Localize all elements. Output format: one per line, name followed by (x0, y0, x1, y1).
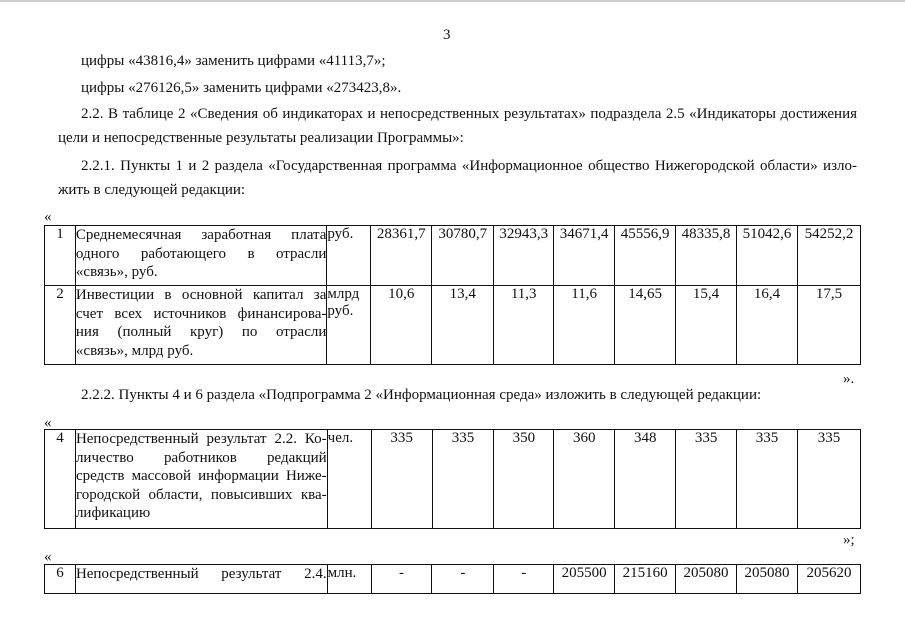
paragraph-4-line-2: жить в следующей редакции: (58, 182, 246, 198)
description-line: «связь», млрд руб. (75, 342, 194, 359)
value-cell: 13,4 (432, 286, 494, 365)
unit-text: руб. (327, 226, 354, 242)
row-number: 6 (45, 565, 76, 594)
table-row (45, 226, 861, 286)
value-cell: 54252,2 (797, 226, 860, 286)
indicators-table-1 (44, 225, 861, 365)
description-line: счет всех источников финансирова- (75, 305, 327, 322)
paragraph-1: цифры «43816,4» заменить цифрами «41113,7»; (81, 53, 386, 69)
top-border-line (0, 0, 905, 2)
opening-quote-1: « (44, 209, 52, 225)
unit-cell (327, 565, 371, 594)
value-cell: 30780,7 (432, 226, 494, 286)
value-cell: 335 (371, 430, 432, 529)
description-line: Непосредственный результат 2.2. Ко- (75, 431, 327, 447)
unit-cell (327, 286, 371, 365)
value-cell: 205500 (554, 565, 615, 594)
value-cell: 48335,8 (676, 226, 737, 286)
unit-cell (327, 226, 371, 286)
value-cell: 10,6 (371, 286, 432, 365)
value-cell: 335 (797, 430, 860, 529)
value-cell: 28361,7 (371, 226, 432, 286)
indicator-description (75, 430, 327, 529)
value-cell: 348 (615, 430, 676, 529)
table-row (45, 565, 861, 594)
value-cell: 335 (432, 430, 494, 529)
value-cell: 16,4 (737, 286, 798, 365)
unit-text: млн. (327, 565, 357, 581)
indicators-table-2 (44, 429, 861, 529)
table-row (45, 430, 861, 529)
value-cell: 205080 (737, 565, 798, 594)
value-cell: 350 (494, 430, 554, 529)
value-cell: 335 (676, 430, 737, 529)
value-cell: 32943,3 (494, 226, 554, 286)
value-cell: 215160 (615, 565, 676, 594)
description-line: «связь», руб. (75, 264, 158, 280)
description-line: ния (полный круг) по отрасли (75, 324, 327, 340)
page-number: 3 (443, 27, 451, 43)
closing-quote-2: »; (843, 532, 855, 548)
paragraph-5: 2.2.2. Пункты 4 и 6 раздела «Подпрограмма 2 «Информационная среда» изложить в следующей редакции: (81, 387, 762, 403)
value-cell: 205620 (797, 565, 860, 594)
description-line: Среднемесячная заработная плата (75, 227, 327, 243)
table-row (45, 286, 861, 365)
value-cell: 335 (737, 430, 798, 529)
value-cell: 45556,9 (615, 226, 676, 286)
description-line: Непосредственный результат 2.4. (75, 566, 327, 582)
value-cell: 15,4 (676, 286, 737, 365)
row-number: 1 (45, 226, 76, 286)
indicators-table-3 (44, 564, 861, 594)
value-cell: - (432, 565, 494, 594)
unit-cell (327, 430, 371, 529)
value-cell: - (371, 565, 432, 594)
paragraph-2: цифры «276126,5» заменить цифрами «273423,8». (81, 80, 402, 96)
value-cell: 51042,6 (737, 226, 798, 286)
description-line: средств массовой информации Ниже- (75, 468, 327, 484)
paragraph-3-line-2: цели и непосредственные результаты реализации Программы»: (58, 130, 464, 146)
value-cell: 360 (554, 430, 615, 529)
value-cell: 17,5 (797, 286, 860, 365)
value-cell: 14,65 (615, 286, 676, 365)
paragraph-4-line-1: 2.2.1. Пункты 1 и 2 раздела «Государственная программа «Информационное общество Нижегородской области» изло- (81, 158, 857, 174)
unit-text: чел. (327, 430, 354, 446)
row-number: 2 (45, 286, 76, 365)
value-cell: 11,3 (494, 286, 554, 365)
value-cell: 34671,4 (554, 226, 615, 286)
row-number: 4 (45, 430, 76, 529)
opening-quote-2: « (44, 415, 52, 431)
description-line: Инвестиции в основной капитал за (75, 287, 327, 303)
paragraph-3-line-1: 2.2. В таблице 2 «Сведения об индикаторах и непосредственных результатах» подраздела 2.5 «Индикаторы достижения (81, 106, 857, 122)
description-line: личество работников редакций (75, 449, 327, 466)
description-line: городской области, повысивших ква- (75, 486, 327, 503)
description-line: лификацию (75, 505, 151, 521)
unit-text: млрд (327, 286, 360, 302)
opening-quote-3: « (44, 549, 52, 565)
unit-text: руб. (327, 303, 354, 319)
value-cell: - (494, 565, 554, 594)
indicator-description (75, 226, 326, 286)
closing-quote-1: ». (843, 371, 855, 387)
indicator-description (75, 565, 327, 594)
value-cell: 11,6 (554, 286, 615, 365)
indicator-description (75, 286, 326, 365)
value-cell: 205080 (676, 565, 737, 594)
description-line: одного работающего в отрасли (75, 245, 327, 262)
